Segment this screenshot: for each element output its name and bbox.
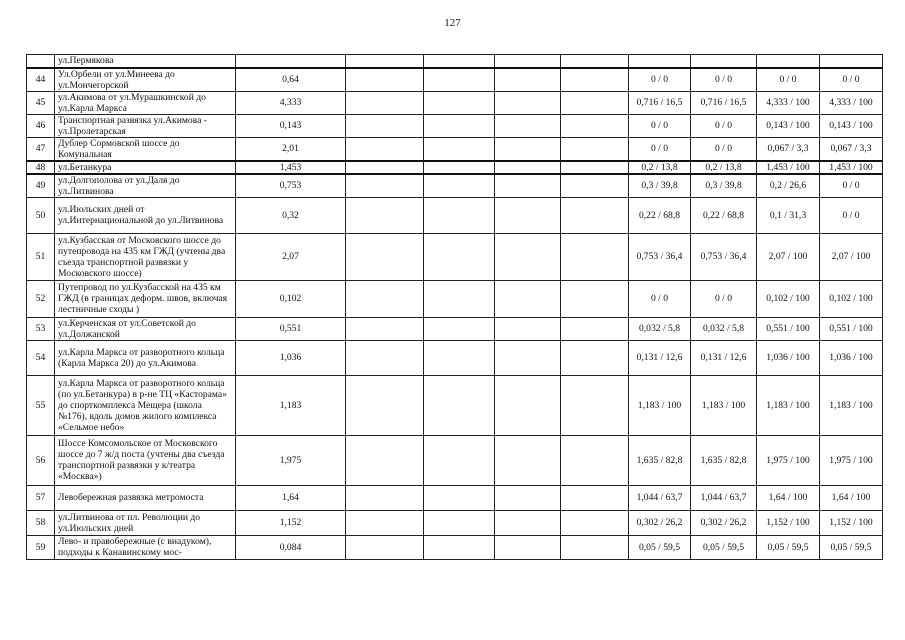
empty-cell bbox=[346, 233, 424, 280]
value-cell-4: 0,067 / 3,3 bbox=[820, 137, 883, 161]
road-name-cell: ул.Кузбасская от Московского шоссе до путепровода на 435 км ГЖД (учтены два съезда транспортной развязки у Московского шоссе) bbox=[55, 233, 236, 280]
value-cell-3: 1,453 / 100 bbox=[757, 161, 820, 174]
value-cell-4: 0 / 0 bbox=[820, 174, 883, 198]
empty-cell bbox=[424, 233, 495, 280]
row-number-cell: 51 bbox=[27, 233, 55, 280]
road-name-cell: ул.Бетанкура bbox=[55, 161, 236, 174]
value-cell-3: 4,333 / 100 bbox=[757, 91, 820, 114]
value-cell-3: 0 / 0 bbox=[757, 68, 820, 92]
table-row bbox=[27, 55, 883, 68]
value-cell-2: 0,3 / 39,8 bbox=[691, 174, 757, 198]
empty-cell bbox=[495, 435, 561, 485]
empty-cell bbox=[346, 197, 424, 233]
table-row bbox=[27, 137, 883, 161]
length-cell: 2,01 bbox=[236, 137, 346, 161]
empty-cell bbox=[495, 317, 561, 340]
value-cell-3: 2,07 / 100 bbox=[757, 233, 820, 280]
value-cell-2: 0 / 0 bbox=[691, 114, 757, 137]
empty-cell bbox=[561, 340, 629, 375]
empty-cell bbox=[424, 174, 495, 198]
empty-cell bbox=[561, 68, 629, 92]
value-cell-2: 0,302 / 26,2 bbox=[691, 510, 757, 535]
value-cell-1: 0,3 / 39,8 bbox=[629, 174, 691, 198]
page-number: 127 bbox=[444, 17, 461, 29]
length-cell: 0,084 bbox=[236, 535, 346, 559]
empty-cell bbox=[561, 137, 629, 161]
empty-cell bbox=[346, 91, 424, 114]
value-cell-2: 0 / 0 bbox=[691, 280, 757, 317]
table-row bbox=[27, 114, 883, 137]
row-number-cell: 58 bbox=[27, 510, 55, 535]
length-cell: 2,07 bbox=[236, 233, 346, 280]
empty-cell bbox=[495, 137, 561, 161]
value-cell-1: 0,22 / 68,8 bbox=[629, 197, 691, 233]
row-number-cell: 59 bbox=[27, 535, 55, 559]
empty-cell bbox=[561, 510, 629, 535]
value-cell-1: 0 / 0 bbox=[629, 114, 691, 137]
empty-cell bbox=[561, 535, 629, 559]
value-cell-3: 1,64 / 100 bbox=[757, 485, 820, 510]
road-name-cell: ул.Июльских дней от ул.Интернациональной до ул.Литвинова bbox=[55, 197, 236, 233]
empty-cell bbox=[495, 197, 561, 233]
empty-cell bbox=[495, 68, 561, 92]
empty-cell bbox=[561, 317, 629, 340]
length-cell: 4,333 bbox=[236, 91, 346, 114]
value-cell-1: 0,753 / 36,4 bbox=[629, 233, 691, 280]
road-name-cell: ул.Долгополова от ул.Даля до ул.Литвинова bbox=[55, 174, 236, 198]
length-cell: 0,64 bbox=[236, 68, 346, 92]
road-name-cell: ул.Акимова от ул.Мурашкинской до ул.Карла Маркса bbox=[55, 91, 236, 114]
road-name-cell: Левобережная развязка метромоста bbox=[55, 485, 236, 510]
row-number-cell: 45 bbox=[27, 91, 55, 114]
value-cell-2: 0,05 / 59,5 bbox=[691, 535, 757, 559]
table-row bbox=[27, 510, 883, 535]
value-cell-4: 0 / 0 bbox=[820, 197, 883, 233]
table-row bbox=[27, 375, 883, 435]
empty-cell bbox=[561, 233, 629, 280]
value-cell-1: 0,2 / 13,8 bbox=[629, 161, 691, 174]
road-name-cell: ул.Керченская от ул.Советской до ул.Должанской bbox=[55, 317, 236, 340]
empty-cell bbox=[495, 280, 561, 317]
table-row bbox=[27, 485, 883, 510]
empty-cell bbox=[424, 340, 495, 375]
empty-cell bbox=[424, 535, 495, 559]
empty-cell bbox=[561, 197, 629, 233]
value-cell-1: 0,05 / 59,5 bbox=[629, 535, 691, 559]
row-number-cell: 56 bbox=[27, 435, 55, 485]
value-cell-3: 1,152 / 100 bbox=[757, 510, 820, 535]
empty-cell bbox=[561, 174, 629, 198]
value-cell-3: 1,183 / 100 bbox=[757, 375, 820, 435]
row-number-cell: 55 bbox=[27, 375, 55, 435]
value-cell-2: 1,183 / 100 bbox=[691, 375, 757, 435]
table-row bbox=[27, 68, 883, 92]
row-number-cell: 52 bbox=[27, 280, 55, 317]
value-cell-1: 0,131 / 12,6 bbox=[629, 340, 691, 375]
value-cell-2: 1,635 / 82,8 bbox=[691, 435, 757, 485]
empty-cell bbox=[346, 161, 424, 174]
row-number-cell: 48 bbox=[27, 161, 55, 174]
length-cell: 1,152 bbox=[236, 510, 346, 535]
length-cell: 1,183 bbox=[236, 375, 346, 435]
row-number-cell: 54 bbox=[27, 340, 55, 375]
road-name-cell: ул.Карла Маркса от разворотного кольца (Карла Маркса 20) до ул.Акимова bbox=[55, 340, 236, 375]
value-cell-1: 0 / 0 bbox=[629, 137, 691, 161]
empty-cell bbox=[346, 68, 424, 92]
empty-cell bbox=[424, 68, 495, 92]
table-row bbox=[27, 340, 883, 375]
empty-cell bbox=[495, 375, 561, 435]
empty-cell bbox=[346, 510, 424, 535]
empty-cell bbox=[346, 435, 424, 485]
table-row bbox=[27, 233, 883, 280]
value-cell-1: 1,635 / 82,8 bbox=[629, 435, 691, 485]
row-number-cell: 49 bbox=[27, 174, 55, 198]
empty-cell bbox=[346, 317, 424, 340]
road-name-cell: Ул.Орбели от ул.Минеева до ул.Мончегорской bbox=[55, 68, 236, 92]
empty-cell bbox=[424, 91, 495, 114]
road-name-cell: Дублер Сормовской шоссе до Комунальная bbox=[55, 137, 236, 161]
empty-cell bbox=[424, 485, 495, 510]
value-cell-2: 0,753 / 36,4 bbox=[691, 233, 757, 280]
table-row bbox=[27, 91, 883, 114]
empty-cell bbox=[346, 340, 424, 375]
road-name-cell: Транспортная развязка ул.Акимова - ул.Пролетарская bbox=[55, 114, 236, 137]
value-cell-1: 1,183 / 100 bbox=[629, 375, 691, 435]
length-cell: 0,32 bbox=[236, 197, 346, 233]
empty-cell bbox=[561, 91, 629, 114]
value-cell-3: 1,975 / 100 bbox=[757, 435, 820, 485]
row-number-cell: 53 bbox=[27, 317, 55, 340]
empty-cell bbox=[495, 340, 561, 375]
value-cell-3: 0,1 / 31,3 bbox=[757, 197, 820, 233]
road-name-cell: ул.Пермякова bbox=[55, 55, 236, 68]
value-cell-2: 0,032 / 5,8 bbox=[691, 317, 757, 340]
empty-cell bbox=[346, 174, 424, 198]
value-cell-2: 0 / 0 bbox=[691, 68, 757, 92]
empty-cell bbox=[495, 91, 561, 114]
value-cell-2: 0,2 / 13,8 bbox=[691, 161, 757, 174]
value-cell-4: 1,152 / 100 bbox=[820, 510, 883, 535]
empty-cell bbox=[561, 114, 629, 137]
value-cell-4: 1,183 / 100 bbox=[820, 375, 883, 435]
table-row bbox=[27, 161, 883, 174]
value-cell-4: 0,05 / 59,5 bbox=[820, 535, 883, 559]
roads-table bbox=[26, 54, 883, 560]
empty-cell bbox=[424, 375, 495, 435]
value-cell-4: 1,64 / 100 bbox=[820, 485, 883, 510]
length-cell: 1,453 bbox=[236, 161, 346, 174]
empty-cell bbox=[424, 317, 495, 340]
empty-cell bbox=[495, 114, 561, 137]
length-cell: 1,036 bbox=[236, 340, 346, 375]
value-cell-3: 0,143 / 100 bbox=[757, 114, 820, 137]
value-cell-4: 0 / 0 bbox=[820, 68, 883, 92]
table-row bbox=[27, 435, 883, 485]
value-cell-2: 0,716 / 16,5 bbox=[691, 91, 757, 114]
value-cell-2: 0 / 0 bbox=[691, 137, 757, 161]
value-cell-4: 2,07 / 100 bbox=[820, 233, 883, 280]
value-cell-1: 0,032 / 5,8 bbox=[629, 317, 691, 340]
length-cell: 0,143 bbox=[236, 114, 346, 137]
empty-cell bbox=[346, 535, 424, 559]
empty-cell bbox=[424, 510, 495, 535]
empty-cell bbox=[495, 174, 561, 198]
empty-cell bbox=[424, 197, 495, 233]
value-cell-2: 0,131 / 12,6 bbox=[691, 340, 757, 375]
value-cell-2: 1,044 / 63,7 bbox=[691, 485, 757, 510]
empty-cell bbox=[495, 535, 561, 559]
empty-cell bbox=[495, 233, 561, 280]
road-name-cell: ул.Карла Маркса от разворотного кольца (по ул.Бетанкура) в р-не ТЦ «Касторама» до спорткомплекса Мещера (школа №176), вдоль домов жилого комплекса «Сельмое небо» bbox=[55, 375, 236, 435]
empty-cell bbox=[495, 485, 561, 510]
value-cell-3: 0,05 / 59,5 bbox=[757, 535, 820, 559]
row-number-cell: 46 bbox=[27, 114, 55, 137]
value-cell-1: 0 / 0 bbox=[629, 280, 691, 317]
value-cell-1: 0,302 / 26,2 bbox=[629, 510, 691, 535]
value-cell-1: 1,044 / 63,7 bbox=[629, 485, 691, 510]
table-row bbox=[27, 174, 883, 198]
empty-cell bbox=[346, 114, 424, 137]
value-cell-3: 0,102 / 100 bbox=[757, 280, 820, 317]
table-row bbox=[27, 535, 883, 559]
empty-cell bbox=[561, 161, 629, 174]
empty-cell bbox=[346, 485, 424, 510]
empty-cell bbox=[561, 280, 629, 317]
value-cell-3: 0,2 / 26,6 bbox=[757, 174, 820, 198]
length-cell: 0,102 bbox=[236, 280, 346, 317]
value-cell-4: 1,036 / 100 bbox=[820, 340, 883, 375]
empty-cell bbox=[495, 161, 561, 174]
road-name-cell: Шоссе Комсомольское от Московского шоссе до 7 ж/д поста (учтены два съезда транспортной развязки у к/театра «Москва») bbox=[55, 435, 236, 485]
empty-cell bbox=[424, 161, 495, 174]
value-cell-4: 0,551 / 100 bbox=[820, 317, 883, 340]
empty-cell bbox=[424, 435, 495, 485]
road-name-cell: Путепровод по ул.Кузбасской на 435 км ГЖД (в границах деформ. швов, включая лестничные сходы ) bbox=[55, 280, 236, 317]
table-row bbox=[27, 317, 883, 340]
empty-cell bbox=[346, 137, 424, 161]
empty-cell bbox=[561, 375, 629, 435]
length-cell: 1,975 bbox=[236, 435, 346, 485]
value-cell-4: 1,453 / 100 bbox=[820, 161, 883, 174]
value-cell-4: 0,143 / 100 bbox=[820, 114, 883, 137]
row-number-cell: 47 bbox=[27, 137, 55, 161]
length-cell: 0,753 bbox=[236, 174, 346, 198]
road-name-cell: ул.Литвинова от пл. Революции до ул.Июльских дней bbox=[55, 510, 236, 535]
empty-cell bbox=[346, 375, 424, 435]
value-cell-3: 0,067 / 3,3 bbox=[757, 137, 820, 161]
empty-cell bbox=[424, 280, 495, 317]
empty-cell bbox=[495, 510, 561, 535]
value-cell-1: 0,716 / 16,5 bbox=[629, 91, 691, 114]
row-number-cell: 44 bbox=[27, 68, 55, 92]
empty-cell bbox=[424, 137, 495, 161]
empty-cell bbox=[561, 435, 629, 485]
length-cell: 1,64 bbox=[236, 485, 346, 510]
length-cell: 0,551 bbox=[236, 317, 346, 340]
road-name-cell: Лево- и правобережные (с виадуком), подходы к Канавинскому мос- bbox=[55, 535, 236, 559]
empty-cell bbox=[561, 485, 629, 510]
value-cell-2: 0,22 / 68,8 bbox=[691, 197, 757, 233]
row-number-cell: 57 bbox=[27, 485, 55, 510]
value-cell-4: 4,333 / 100 bbox=[820, 91, 883, 114]
value-cell-1: 0 / 0 bbox=[629, 68, 691, 92]
value-cell-4: 0,102 / 100 bbox=[820, 280, 883, 317]
empty-cell bbox=[424, 114, 495, 137]
empty-cell bbox=[346, 280, 424, 317]
value-cell-4: 1,975 / 100 bbox=[820, 435, 883, 485]
value-cell-3: 1,036 / 100 bbox=[757, 340, 820, 375]
table-row bbox=[27, 197, 883, 233]
row-number-cell: 50 bbox=[27, 197, 55, 233]
value-cell-3: 0,551 / 100 bbox=[757, 317, 820, 340]
table-row bbox=[27, 280, 883, 317]
